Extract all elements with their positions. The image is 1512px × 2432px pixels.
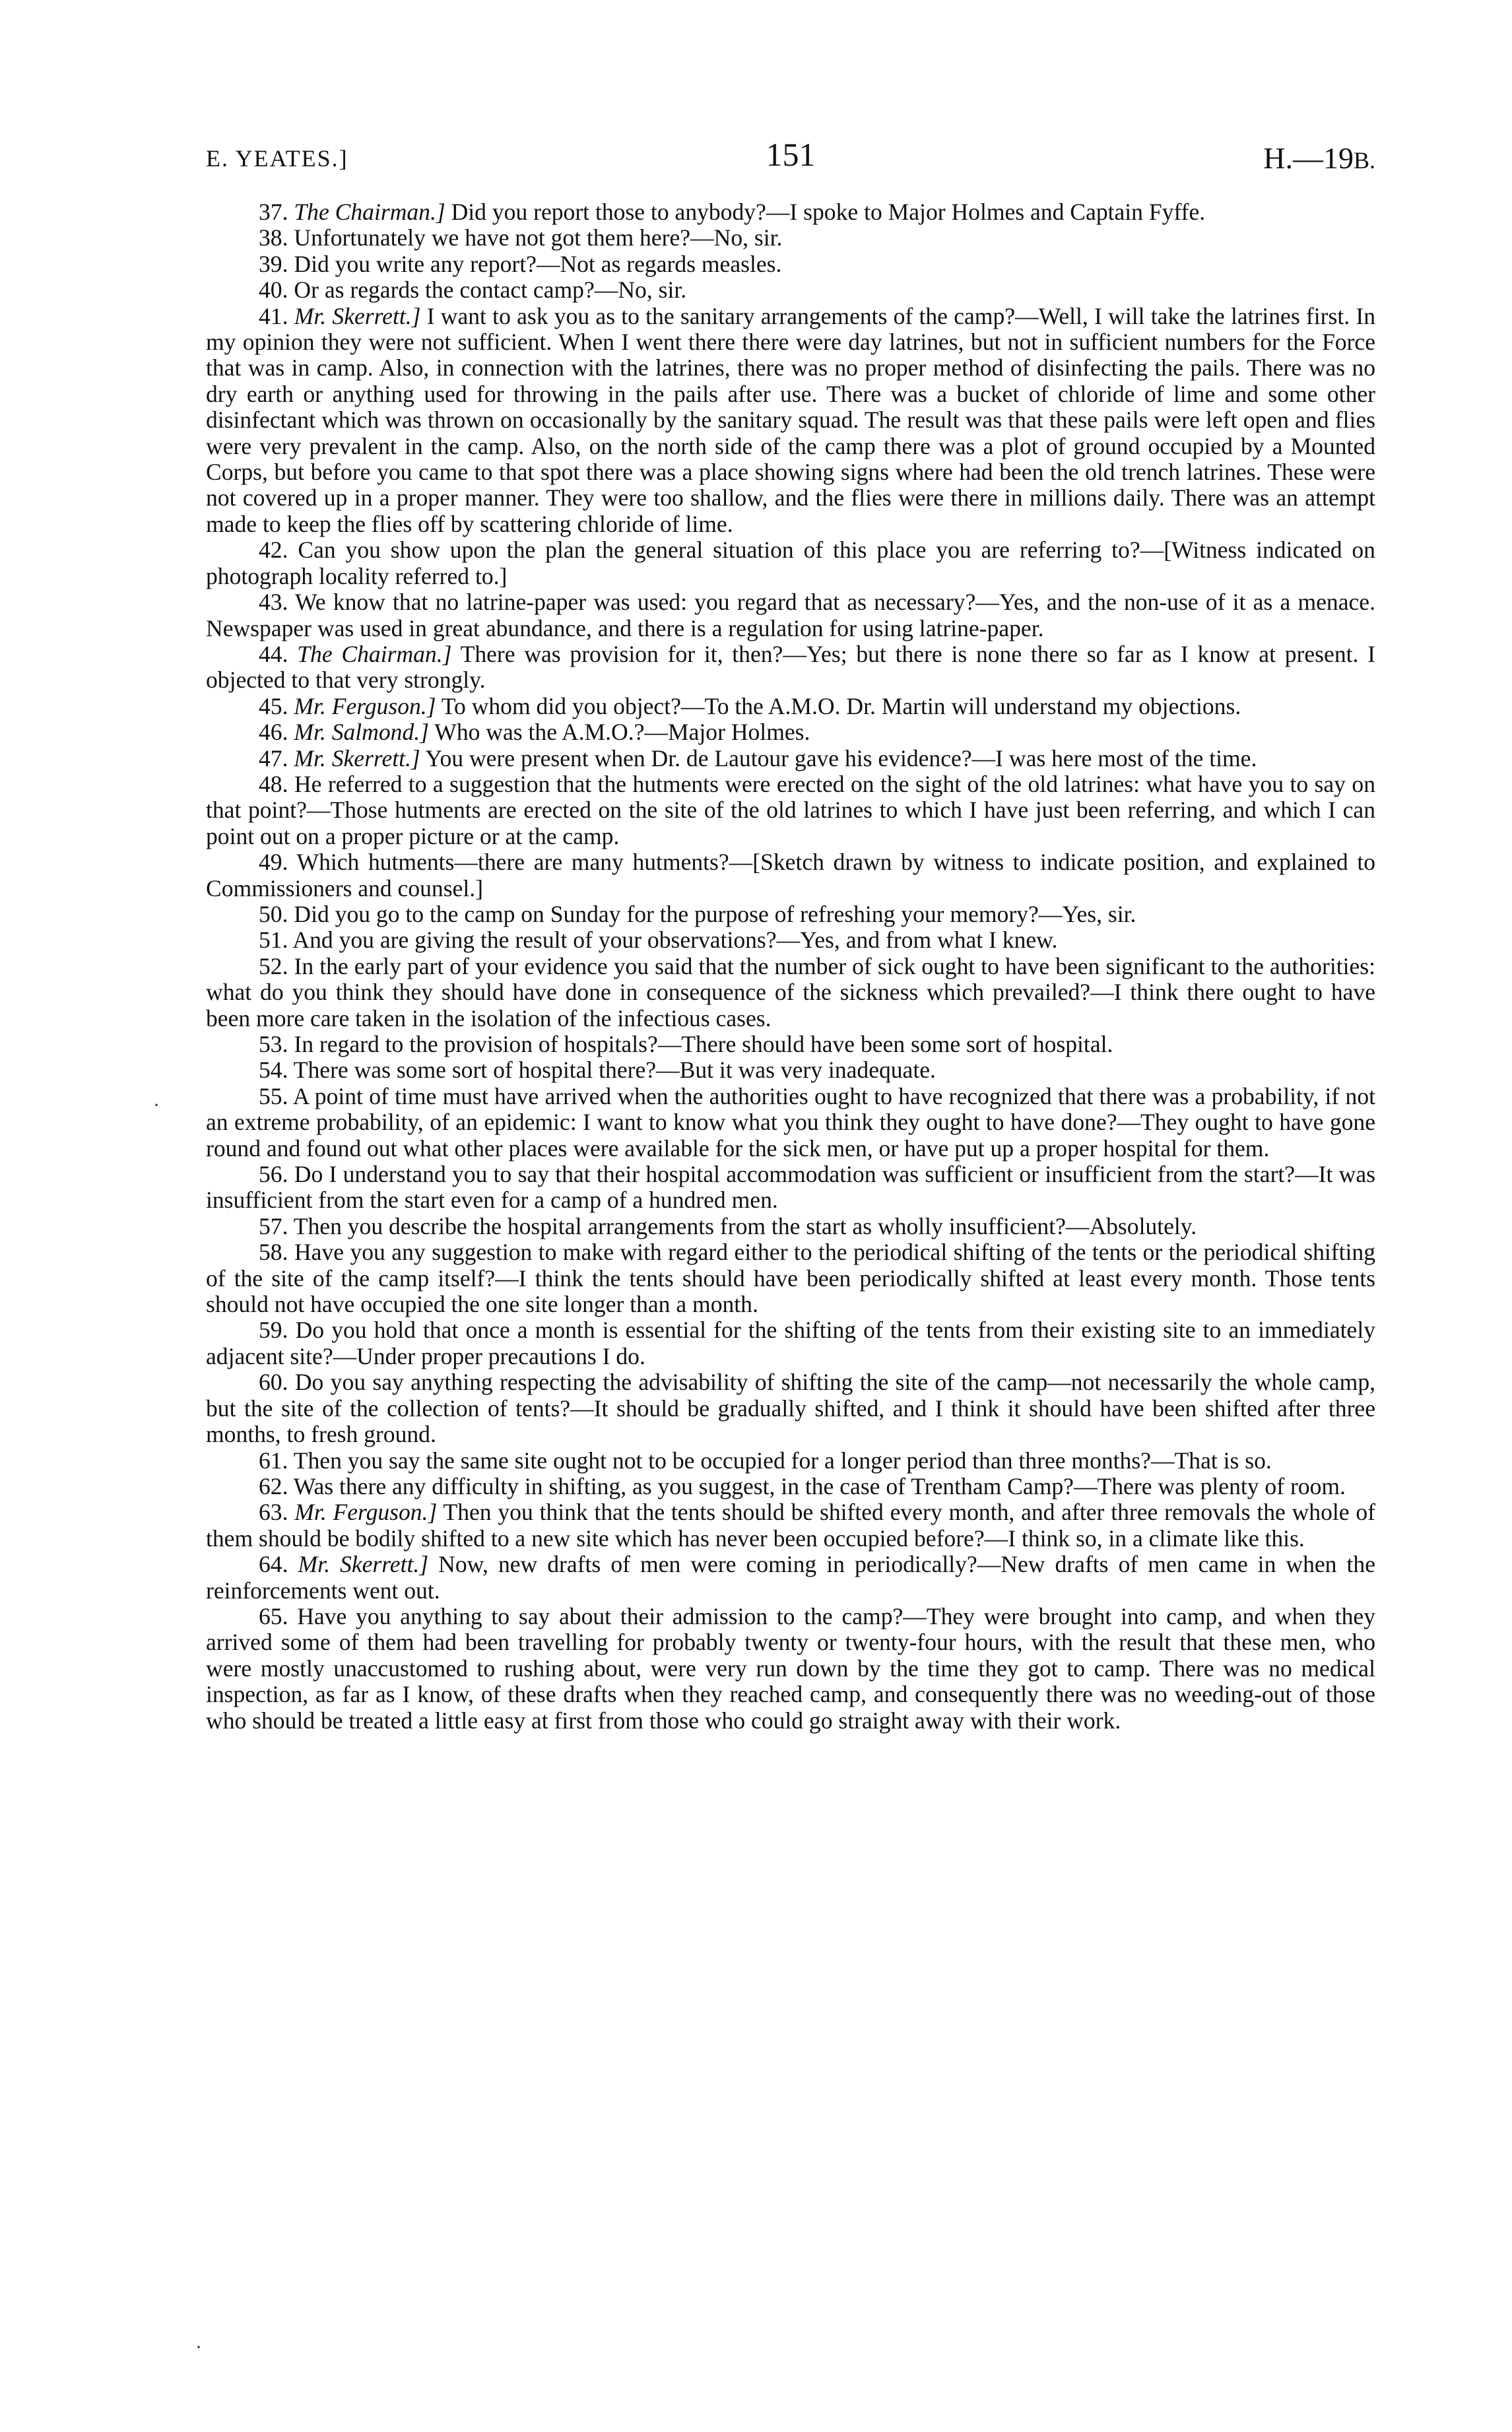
question-text: Did you report those to anybody?—I spoke to Major Holmes and Captain Fyffe. [445, 199, 1206, 225]
question-paragraph [206, 1162, 1375, 1214]
question-paragraph [206, 277, 1375, 303]
witness-name: E. YEATES.] [206, 145, 348, 172]
page-number: 151 [766, 136, 816, 173]
question-paragraph [206, 1084, 1375, 1162]
question-text: Was there any difficulty in shifting, as you suggest, in the case of Trentham Camp?—There was plenty of room. [293, 1472, 1346, 1499]
question-number: 60. [259, 1369, 288, 1396]
document-reference-suffix: B. [1353, 147, 1375, 174]
question-number: 47. [259, 744, 288, 772]
question-number: 45. [259, 692, 288, 719]
question-text: In regard to the provision of hospitals?—There should have been some sort of hospital. [294, 1031, 1113, 1057]
question-number: 57. [259, 1212, 288, 1239]
speaker-name: Mr. Skerrett.] [294, 744, 420, 772]
question-text: Did you go to the camp on Sunday for the purpose of refreshing your memory?—Yes, sir. [294, 900, 1136, 927]
speaker-name: The Chairman.] [294, 199, 445, 225]
question-text: There was provision for it, then?—Yes; but there is none there so far as I know at present. I objected to that very strongly. [206, 640, 1376, 694]
question-text: Did you write any report?—Not as regards measles. [294, 250, 782, 277]
question-paragraph [206, 1317, 1375, 1369]
question-paragraph [206, 902, 1375, 927]
evidence-text [206, 199, 1375, 1734]
question-paragraph [206, 304, 1375, 538]
question-paragraph [206, 694, 1375, 719]
question-paragraph [206, 1239, 1375, 1317]
question-text: Do you say anything respecting the advisability of shifting the site of the camp—not necessarily the whole camp, but the site of the collection of tents?—It should be gradually shifted, and I think it should have been shifted after three months, to fresh ground. [206, 1369, 1375, 1448]
question-text: Can you show upon the plan the general situation of this place you are referring to?—[Witness indicated on photograph locality referred to.] [206, 537, 1375, 589]
question-number: 65. [259, 1602, 288, 1629]
question-text: You were present when Dr. de Lautour gave his evidence?—I was here most of the time. [420, 744, 1257, 772]
speaker-name: Mr. Ferguson.] [294, 692, 436, 719]
question-number: 40. [259, 277, 288, 304]
speaker-name: Mr. Skerrett.] [294, 302, 421, 329]
question-paragraph [206, 199, 1375, 225]
question-number: 39. [259, 250, 288, 277]
question-text: Do I understand you to say that their hospital accommodation was sufficient or insufficient from the start?—It was insufficient from the start even for a camp of a hundred men. [206, 1161, 1376, 1214]
speaker-name: The Chairman.] [297, 640, 452, 667]
question-text: Then you describe the hospital arrangements from the start as wholly insufficient?—Absolutely. [293, 1212, 1197, 1239]
question-text: We know that no latrine-paper was used: you regard that as necessary?—Yes, and the non-use of it as a menace. Newspaper was used in great abundance, and there is a regulation for using latrine-paper. [206, 589, 1375, 641]
question-number: 53. [259, 1031, 288, 1057]
question-number: 62. [259, 1472, 288, 1499]
question-paragraph [206, 719, 1375, 745]
question-text: In the early part of your evidence you said that the number of sick ought to have been significant to the authorities: what do you think they should have done in consequence of the sickness which prevailed?—I think there ought to have been more care taken in the isolation of the infectious cases. [206, 952, 1375, 1032]
question-paragraph [206, 746, 1375, 772]
question-number: 61. [259, 1447, 288, 1474]
question-text: A point of time must have arrived when the authorities ought to have recognized that there was a probability, if not an extreme probability, of an epidemic: I want to know what you think they ought to have done?—They ought to have gone round and found out what other places were available for the sick men, or have put up a proper hospital for them. [206, 1082, 1376, 1162]
question-paragraph [206, 1552, 1375, 1604]
question-paragraph [206, 849, 1375, 902]
question-text: There was some sort of hospital there?—But it was very inadequate. [293, 1057, 936, 1084]
question-number: 42. [259, 537, 288, 564]
speaker-name: Mr. Salmond.] [294, 719, 429, 746]
question-number: 64. [259, 1551, 288, 1578]
question-text: Now, new drafts of men were coming in periodically?—New drafts of men came in when the reinforcements went out. [206, 1551, 1375, 1604]
question-number: 63. [259, 1499, 288, 1526]
question-paragraph [206, 1057, 1375, 1083]
question-paragraph [206, 537, 1375, 589]
question-paragraph [206, 251, 1375, 277]
question-text: Then you think that the tents should be shifted every month, and after three removals the whole of them should be bodily shifted to a new site which has never been occupied before?—I think so, in a climate like this. [206, 1499, 1375, 1552]
question-paragraph [206, 1032, 1375, 1057]
question-number: 50. [259, 900, 288, 927]
question-text: Or as regards the contact camp?—No, sir. [294, 277, 687, 304]
question-paragraph [206, 954, 1375, 1032]
question-number: 38. [259, 224, 288, 251]
question-number: 54. [259, 1057, 288, 1084]
question-paragraph [206, 1499, 1375, 1552]
question-paragraph [206, 1214, 1375, 1239]
question-number: 51. [259, 927, 288, 954]
question-paragraph [206, 1474, 1375, 1499]
speaker-name: Mr. Ferguson.] [294, 1499, 438, 1526]
question-text: And you are giving the result of your observations?—Yes, and from what I knew. [292, 927, 1058, 954]
question-paragraph [206, 641, 1375, 694]
question-number: 44. [259, 640, 288, 667]
question-paragraph [206, 1448, 1375, 1474]
question-number: 55. [259, 1082, 288, 1109]
question-paragraph [206, 1369, 1375, 1447]
question-paragraph [206, 589, 1375, 641]
question-number: 37. [259, 199, 288, 225]
question-number: 49. [259, 849, 288, 876]
question-number: 43. [259, 589, 288, 616]
question-text: Who was the A.M.O.?—Major Holmes. [428, 719, 810, 746]
question-paragraph [206, 772, 1375, 849]
margin-mark: · [195, 2336, 202, 2358]
question-number: 52. [259, 952, 288, 979]
document-reference-main: H.—19 [1263, 141, 1354, 175]
page-header [206, 135, 1375, 175]
question-text: Which hutments—there are many hutments?—[Sketch drawn by witness to indicate position, and explained to Commissioners and counsel.] [206, 849, 1375, 902]
question-number: 46. [259, 719, 288, 746]
speaker-name: Mr. Skerrett.] [298, 1551, 429, 1578]
margin-mark: · [153, 1094, 160, 1116]
question-text: Have you anything to say about their admission to the camp?—They were brought into camp, and when they arrived some of them had been travelling for probably twenty or twenty-four hours, with the result that these men, who were mostly unaccustomed to rushing about, were very run down by the time they got to camp. There was no medical inspection, as far as I know, of these drafts when they reached camp, and consequently there was no weeding-out of those who should be treated a little easy at first from those who could go straight away with their work. [206, 1602, 1375, 1734]
question-text: He referred to a suggestion that the hutments were erected on the sight of the old latrines: what have you to say on that point?—Those hutments are erected on the site of the old latrines to which I have just been referring, and which I can point out on a proper picture or at the camp. [206, 770, 1375, 849]
question-text: Do you hold that once a month is essential for the shifting of the tents from their existing site to an immediately adjacent site?—Under proper precautions I do. [206, 1317, 1375, 1369]
question-paragraph [206, 1604, 1375, 1734]
question-text: Have you any suggestion to make with regard either to the periodical shifting of the tents or the periodical shifting of the site of the camp itself?—I think the tents should have been periodically shifted at least every month. Those tents should not have occupied the one site longer than a month. [206, 1239, 1375, 1318]
document-reference [1263, 141, 1375, 176]
question-paragraph [206, 927, 1375, 953]
question-text: I want to ask you as to the sanitary arrangements of the camp?—Well, I will take the latrines first. In my opinion they were not sufficient. When I went there there were day latrines, but not in sufficient numbers for the Force that was in camp. Also, in connection with the latrines, there was no proper method of disinfecting the pails. There was no dry earth or anything used for throwing in the pails after use. There was a bucket of chloride of lime and some other disinfectant which was thrown on occasionally by the sanitary squad. The result was that these pails were left open and flies were very prevalent in the camp. Also, on the north side of the camp there was a plot of ground occupied by a Mounted Corps, but before you came to that spot there was a place showing signs where had been the old trench latrines. These were not covered up in a proper manner. They were too shallow, and the flies were there in millions daily. There was an attempt made to keep the flies off by scattering chloride of lime. [206, 302, 1375, 537]
question-number: 48. [259, 770, 288, 797]
question-text: Then you say the same site ought not to be occupied for a longer period than three months?—That is so. [293, 1447, 1272, 1474]
question-paragraph [206, 225, 1375, 251]
question-number: 58. [259, 1239, 288, 1266]
question-number: 56. [259, 1161, 288, 1188]
question-number: 41. [259, 302, 288, 329]
question-text: To whom did you object?—To the A.M.O. Dr. Martin will understand my objections. [436, 692, 1241, 719]
question-number: 59. [259, 1317, 288, 1344]
question-text: Unfortunately we have not got them here?—No, sir. [294, 224, 783, 251]
